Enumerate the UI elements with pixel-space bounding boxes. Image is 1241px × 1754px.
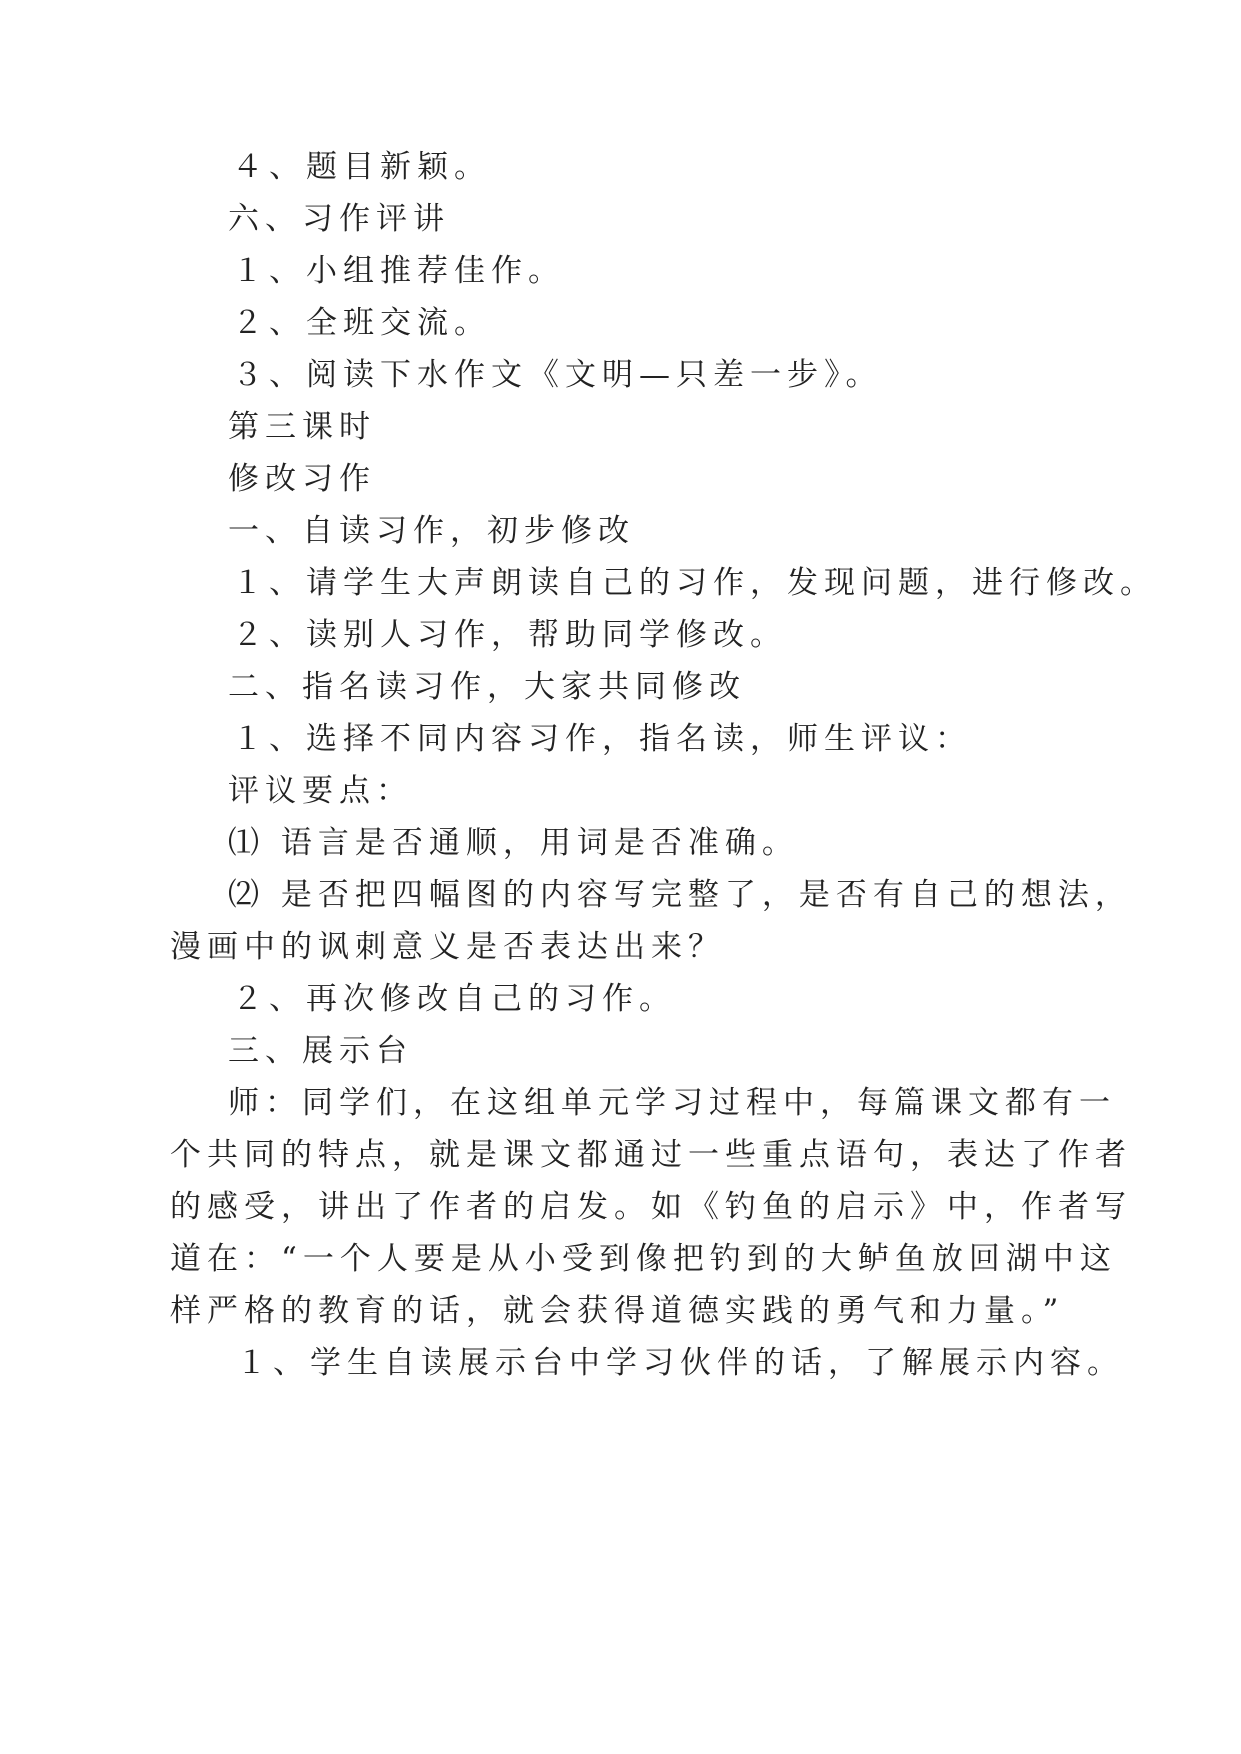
criteria-item-2-continued: 漫画中的讽刺意义是否表达出来？ bbox=[170, 929, 725, 965]
list-item-1: １、学生自读展示台中学习伙伴的话，了解展示内容。 bbox=[236, 1345, 1124, 1381]
section-heading-6: 六、习作评讲 bbox=[228, 201, 450, 237]
lesson-heading: 第三课时 bbox=[228, 409, 376, 445]
teacher-speech-line-4: 道在：“一个人要是从小受到像把钓到的大鲈鱼放回湖中这 bbox=[170, 1241, 1117, 1277]
list-item-1: １、请学生大声朗读自己的习作，发现问题，进行修改。 bbox=[232, 565, 1157, 601]
teacher-speech-line-5: 样严格的教育的话，就会获得道德实践的勇气和力量。” bbox=[170, 1293, 1065, 1329]
list-item-4-novel-title: ４、题目新颖。 bbox=[232, 149, 491, 185]
teacher-speech-line-3: 的感受，讲出了作者的启发。如《钓鱼的启示》中，作者写 bbox=[170, 1189, 1132, 1225]
section-heading-2: 二、指名读习作，大家共同修改 bbox=[228, 669, 746, 705]
section-heading-3: 三、展示台 bbox=[228, 1033, 413, 1069]
list-item-2: ２、全班交流。 bbox=[232, 305, 491, 341]
list-item-1: １、小组推荐佳作。 bbox=[232, 253, 565, 289]
section-heading-1: 一、自读习作，初步修改 bbox=[228, 513, 635, 549]
list-item-2: ２、读别人习作，帮助同学修改。 bbox=[232, 617, 787, 653]
teacher-speech-line-2: 个共同的特点，就是课文都通过一些重点语句，表达了作者 bbox=[170, 1137, 1132, 1173]
list-item-1: １、选择不同内容习作，指名读，师生评议： bbox=[232, 721, 972, 757]
criteria-item-1: ⑴ 语言是否通顺，用词是否准确。 bbox=[228, 825, 799, 861]
criteria-item-2: ⑵ 是否把四幅图的内容写完整了，是否有自己的想法， bbox=[228, 877, 1132, 913]
criteria-heading: 评议要点： bbox=[228, 773, 413, 809]
list-item-2: ２、再次修改自己的习作。 bbox=[232, 981, 676, 1017]
lesson-topic: 修改习作 bbox=[228, 461, 376, 497]
list-item-3: ３、阅读下水作文《文明—只差一步》。 bbox=[232, 357, 883, 393]
teacher-speech-line-1: 师：同学们，在这组单元学习过程中，每篇课文都有一 bbox=[228, 1085, 1116, 1121]
